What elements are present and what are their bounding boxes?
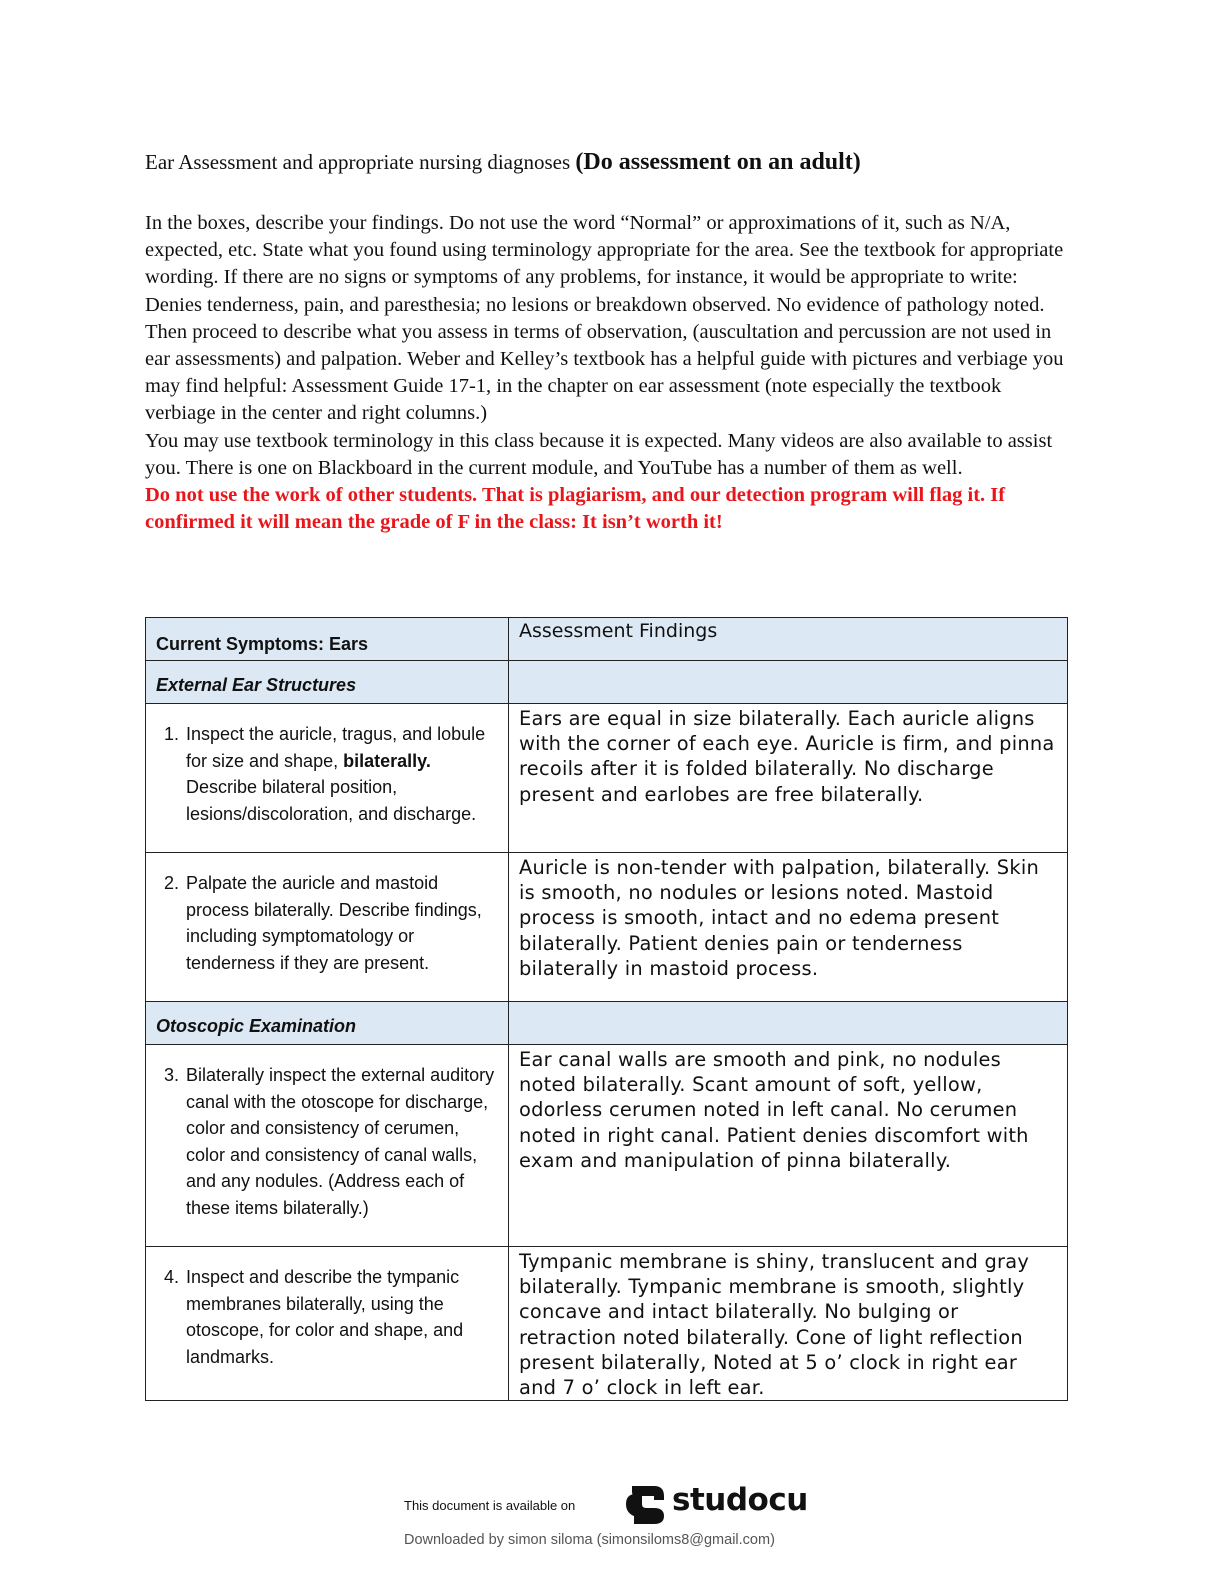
studocu-banner[interactable] — [404, 1480, 824, 1528]
section-cell-empty — [509, 661, 1068, 704]
section-row-external — [146, 661, 1068, 704]
finding-1: Ears are equal in size bilaterally. Each auricle aligns with the corner of each eye. Auricle is firm, and pinna recoils after it is folded bilaterally. No discharge present and earlobes are free bilaterally. — [519, 707, 1055, 806]
section-label-external: External Ear Structures — [156, 675, 357, 695]
prompt-1 — [146, 704, 508, 827]
prompt-cell — [146, 1247, 509, 1401]
prompt-3 — [146, 1045, 508, 1221]
available-on-text: This document is available on — [404, 1498, 576, 1513]
instructions-paragraph-1: In the boxes, describe your findings. Do not use the word “Normal” or approximations of it, such as N/A, expected, etc. State what you found using terminology appropriate for the area. See the textbook for appropriate wording. If there are no signs or symptoms of any problems, for instance, it would be appropriate to write: Denies tenderness, pain, and paresthesia; no lesions or breakdown observed. No evidence of pathology noted. Then proceed to describe what you assess in terms of observation, (auscultation and percussion are not used in ear assessments) and palpation. Weber and Kelley’s textbook has a helpful guide with pictures and verbiage you may find helpful: Assessment Guide 17-1, in the chapter on ear assessment (note especially the textbook verbiage in the center and right columns.) — [145, 212, 1064, 425]
prompt-4 — [146, 1247, 508, 1370]
section-cell — [146, 661, 509, 704]
downloaded-by: Downloaded by simon siloma (simonsiloms8@gmail.com) — [404, 1532, 775, 1548]
prompt-text: Bilaterally inspect the external auditory canal with the otoscope for discharge, color and consistency of cerumen, color and consistency of canal walls, and any nodules. (Address each of these items bilaterally.) — [186, 1065, 495, 1218]
finding-cell[interactable] — [509, 1247, 1068, 1401]
prompt-text: Inspect and describe the tympanic membranes bilaterally, using the otoscope, for color and shape, and landmarks. — [186, 1267, 464, 1367]
prompt-text: Palpate the auricle and mastoid process bilaterally. Describe findings, including symptomatology or tenderness if they are present. — [186, 873, 482, 973]
item-number: 2. — [164, 873, 180, 893]
prompt-text-b: Describe bilateral position, lesions/discoloration, and discharge. — [186, 777, 477, 824]
studocu-logo-icon — [622, 1482, 668, 1526]
prompt-text-bold: bilaterally. — [343, 750, 431, 771]
section-label-otoscopic: Otoscopic Examination — [156, 1016, 357, 1036]
assessment-table — [145, 617, 1068, 1401]
finding-4: Tympanic membrane is shiny, translucent and gray bilaterally. Tympanic membrane is smooth, slightly concave and intact bilaterally. No bulging or retraction noted bilaterally. Cone of light reflection present bilaterally, Noted at 5 o’ clock in right ear and 7 o’ clock in left ear. — [519, 1250, 1030, 1400]
prompt-text-a: Inspect the auricle, tragus, and lobule for size and shape, — [186, 724, 486, 771]
section-cell — [146, 1002, 509, 1045]
item-number: 4. — [164, 1267, 180, 1287]
col-header-findings: Assessment Findings — [519, 620, 718, 642]
prompt-2 — [146, 853, 508, 976]
page-title — [145, 146, 1085, 178]
table-row — [146, 1247, 1068, 1401]
finding-3: Ear canal walls are smooth and pink, no nodules noted bilaterally. Scant amount of soft, yellow, odorless cerumen noted in left canal. No cerumen noted in right canal. Patient denies discomfort with exam and manipulation of pinna bilaterally. — [519, 1048, 1029, 1172]
finding-cell[interactable] — [509, 704, 1068, 853]
finding-2: Auricle is non-tender with palpation, bilaterally. Skin is smooth, no nodules or lesions noted. Mastoid process is smooth, intact and no edema present bilaterally. Patient denies pain or tenderness bilaterally in mastoid process. — [519, 856, 1040, 980]
table-row — [146, 853, 1068, 1002]
table-row — [146, 704, 1068, 853]
prompt-cell — [146, 1045, 509, 1247]
section-row-otoscopic — [146, 1002, 1068, 1045]
prompt-cell — [146, 704, 509, 853]
prompt-cell — [146, 853, 509, 1002]
plagiarism-warning: Do not use the work of other students. That is plagiarism, and our detection program will flag it. If confirmed it will mean the grade of F in the class: It isn’t worth it! — [145, 484, 1006, 534]
instructions — [145, 210, 1070, 536]
finding-cell[interactable] — [509, 853, 1068, 1002]
title-bold: (Do assessment on an adult) — [575, 149, 861, 175]
table-header-row — [146, 618, 1068, 661]
col-header-symptoms: Current Symptoms: Ears — [156, 634, 369, 654]
studocu-brand: studocu — [672, 1482, 808, 1518]
finding-cell[interactable] — [509, 1045, 1068, 1247]
section-cell-empty — [509, 1002, 1068, 1045]
table-row — [146, 1045, 1068, 1247]
header-cell-findings — [509, 618, 1068, 661]
title-plain: Ear Assessment and appropriate nursing diagnoses — [145, 150, 576, 174]
header-cell-symptoms — [146, 618, 509, 661]
item-number: 1. — [164, 724, 180, 744]
item-number: 3. — [164, 1065, 180, 1085]
instructions-paragraph-2: You may use textbook terminology in this class because it is expected. Many videos are also available to assist you. There is one on Blackboard in the current module, and YouTube has a number of them as well. — [145, 429, 1053, 479]
